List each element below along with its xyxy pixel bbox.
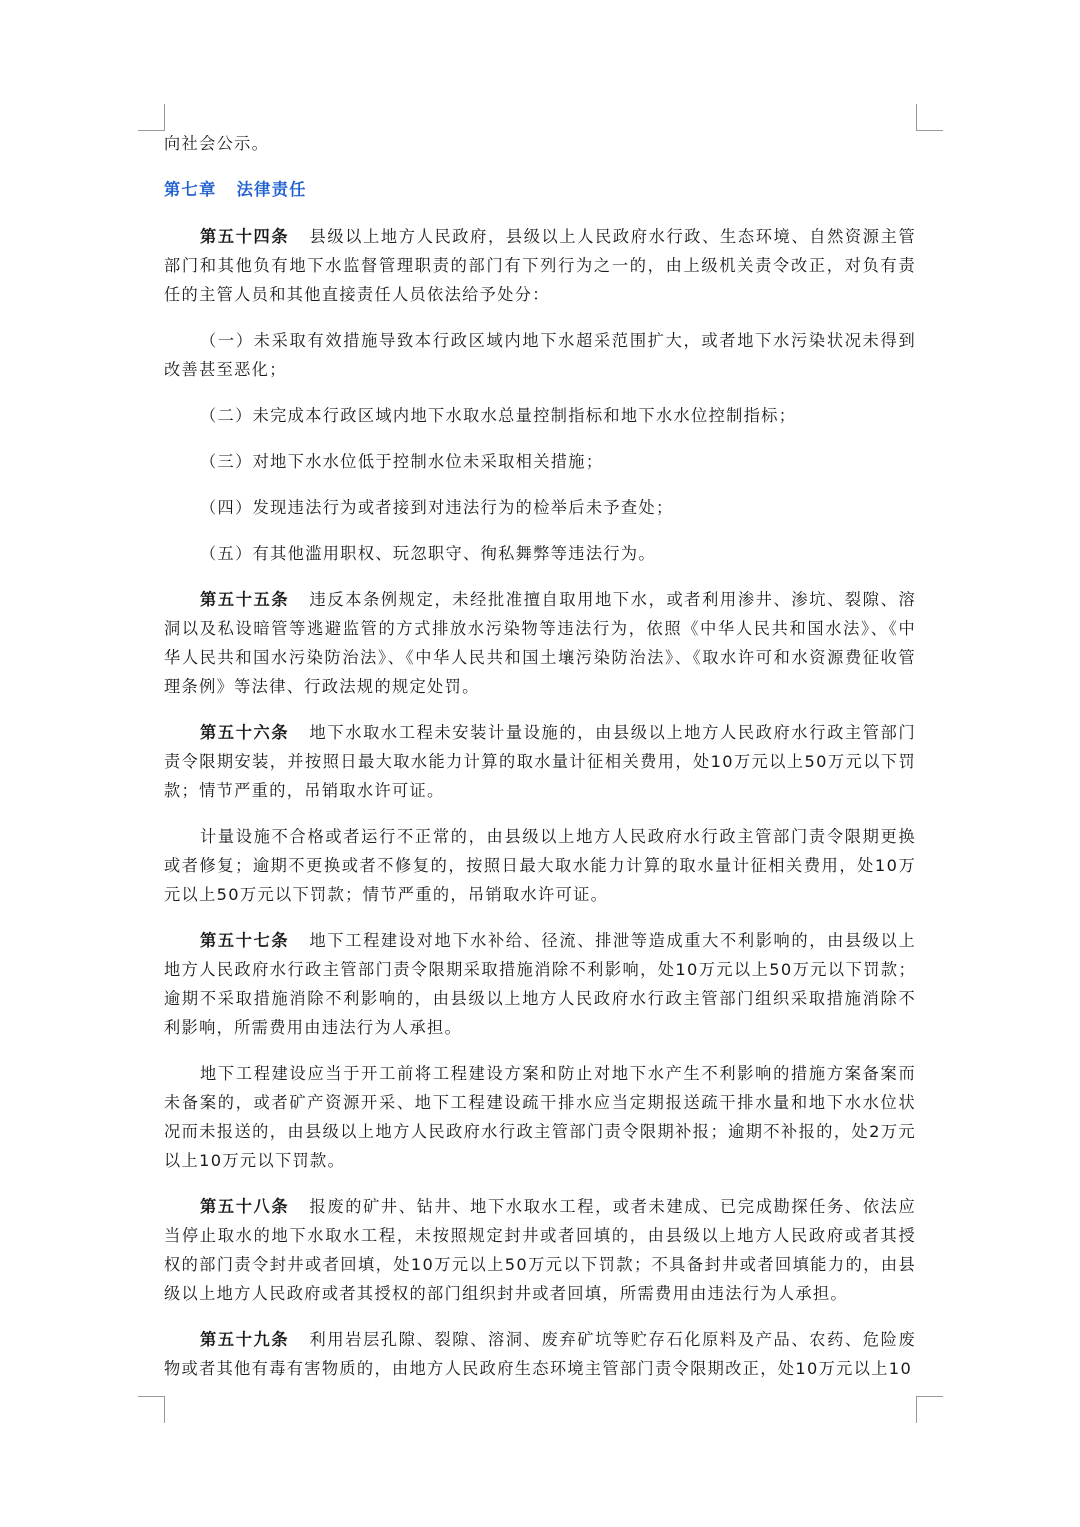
chapter-heading	[164, 175, 916, 204]
crop-mark-bottom-left	[138, 1396, 165, 1423]
article-58-label: 第五十八条	[200, 1197, 290, 1216]
article-55	[164, 585, 916, 701]
article-54-item-2: （二）未完成本行政区域内地下水取水总量控制指标和地下水水位控制指标；	[200, 406, 797, 425]
article-56-para-2: 计量设施不合格或者运行不正常的，由县级以上地方人民政府水行政主管部门责令限期更换或者修复；逾期不更换或者不修复的，按照日最大取水能力计算的取水量计征相关费用，处10万元以上50万元以下罚款；情节严重的，吊销取水许可证。	[164, 827, 916, 904]
article-54-item-5: （五）有其他滥用职权、玩忽职守、徇私舞弊等违法行为。	[200, 544, 656, 563]
article-56-label: 第五十六条	[200, 723, 290, 742]
article-55-label: 第五十五条	[200, 590, 290, 609]
intro-tail-paragraph: 向社会公示。	[164, 134, 270, 153]
article-59-text: 利用岩层孔隙、裂隙、溶洞、废弃矿坑等贮存石化原料及产品、农药、危险废物或者其他有毒有害物质的，由地方人民政府生态环境主管部门责令限期改正，处10万元以上10	[164, 1330, 916, 1378]
article-57-para-2: 地下工程建设应当于开工前将工程建设方案和防止对地下水产生不利影响的措施方案备案而未备案的，或者矿产资源开采、地下工程建设疏干排水应当定期报送疏干排水量和地下水水位状况而未报送的，由县级以上地方人民政府水行政主管部门责令限期补报；逾期不补报的，处2万元以上10万元以下罚款。	[164, 1064, 916, 1170]
article-57-text: 地下工程建设对地下水补给、径流、排泄等造成重大不利影响的，由县级以上地方人民政府水行政主管部门责令限期采取措施消除不利影响，处10万元以上50万元以下罚款；逾期不采取措施消除不利影响的，由县级以上地方人民政府水行政主管部门组织采取措施消除不利影响，所需费用由违法行为人承担。	[164, 931, 916, 1037]
article-57-label: 第五十七条	[200, 931, 290, 950]
article-58	[164, 1192, 916, 1308]
article-54-label: 第五十四条	[200, 227, 290, 246]
article-54-item-3: （三）对地下水水位低于控制水位未采取相关措施；	[200, 452, 604, 471]
article-55-text: 违反本条例规定，未经批准擅自取用地下水，或者利用渗井、渗坑、裂隙、溶洞以及私设暗管等逃避监管的方式排放水污染物等违法行为，依照《中华人民共和国水法》、《中华人民共和国水污染防治法》、《中华人民共和国土壤污染防治法》、《取水许可和水资源费征收管理条例》等法律、行政法规的规定处罚。	[164, 590, 916, 696]
article-54-text: 县级以上地方人民政府，县级以上人民政府水行政、生态环境、自然资源主管部门和其他负有地下水监督管理职责的部门有下列行为之一的，由上级机关责令改正，对负有责任的主管人员和其他直接责任人员依法给予处分：	[164, 227, 916, 304]
article-56	[164, 718, 916, 805]
crop-mark-top-left	[138, 104, 165, 131]
article-56-text: 地下水取水工程未安装计量设施的，由县级以上地方人民政府水行政主管部门责令限期安装，并按照日最大取水能力计算的取水量计征相关费用，处10万元以上50万元以下罚款；情节严重的，吊销取水许可证。	[164, 723, 916, 800]
article-57	[164, 926, 916, 1042]
article-58-text: 报废的矿井、钻井、地下水取水工程，或者未建成、已完成勘探任务、依法应当停止取水的地下水取水工程，未按照规定封井或者回填的，由县级以上地方人民政府或者其授权的部门责令封井或者回填，处10万元以上50万元以下罚款；不具备封井或者回填能力的，由县级以上地方人民政府或者其授权的部门组织封井或者回填，所需费用由违法行为人承担。	[164, 1197, 916, 1303]
crop-mark-bottom-right	[916, 1396, 943, 1423]
article-54	[164, 222, 916, 309]
article-54-item-4: （四）发现违法行为或者接到对违法行为的检举后未予查处；	[200, 498, 674, 517]
article-54-item-1: （一）未采取有效措施导致本行政区域内地下水超采范围扩大，或者地下水污染状况未得到改善甚至恶化；	[164, 331, 916, 379]
chapter-title: 法律责任	[236, 180, 307, 199]
crop-mark-top-right	[916, 104, 943, 131]
article-59-label: 第五十九条	[200, 1330, 290, 1349]
article-59	[164, 1325, 916, 1383]
document-body	[164, 129, 916, 1400]
chapter-number: 第七章	[164, 180, 217, 199]
